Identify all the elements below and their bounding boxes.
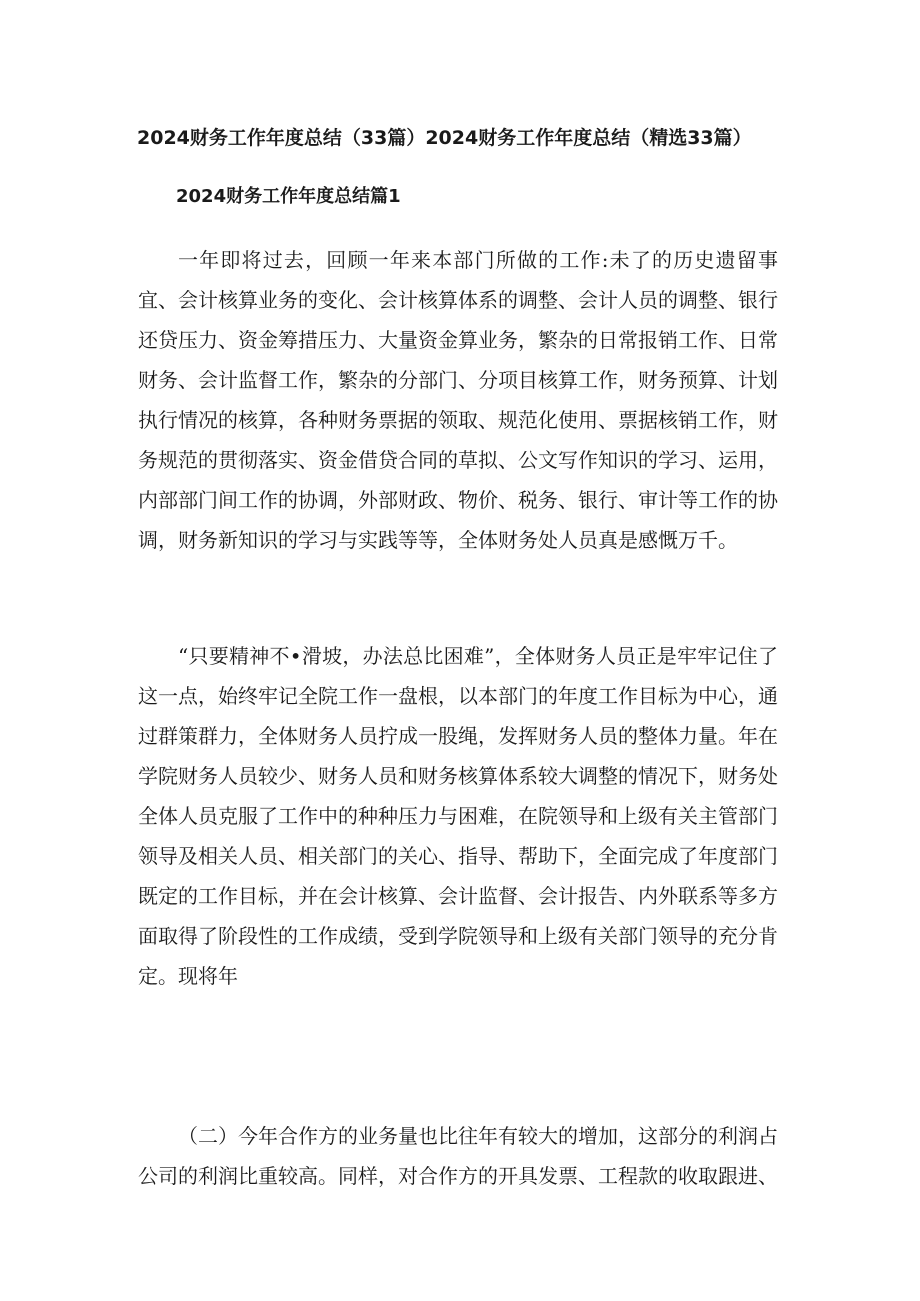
body-paragraph-3: （二）今年合作方的业务量也比往年有较大的增加，这部分的利润占公司的利润比重较高。同样，对合作方的开具发票、工程款的收取跟进、 — [138, 1124, 778, 1188]
section-heading: 2024财务工作年度总结篇1 — [176, 186, 401, 207]
body-paragraph-2: “只要精神不•滑坡，办法总比困难”，全体财务人员正是牢牢记住了这一点，始终牢记全院工作一盘根，以本部门的年度工作目标为中心，通过群策群力，全体财务人员拧成一股绳，发挥财务人员的整体力量。年在学院财务人员较少、财务人员和财务核算体系较大调整的情况下，财务处全体人员克服了工作中的种种压力与困难，在院领导和上级有关主管部门领导及相关人员、相关部门的关心、指导、帮助下，全面完成了年度部门既定的工作目标，并在会计核算、会计监督、会计报告、内外联系等多方面取得了阶段性的工作成绩，受到学院领导和上级有关部门领导的充分肯定。现将年 — [138, 644, 778, 988]
document-title: 2024财务工作年度总结（33篇）2024财务工作年度总结（精选33篇） — [137, 127, 752, 149]
body-paragraph-1: 一年即将过去，回顾一年来本部门所做的工作:未了的历史遗留事宜、会计核算业务的变化、会计核算体系的调整、会计人员的调整、银行还贷压力、资金筹措压力、大量资金算业务，繁杂的日常报销工作、日常财务、会计监督工作，繁杂的分部门、分项目核算工作，财务预算、计划执行情况的核算，各种财务票据的领取、规范化使用、票据核销工作，财务规范的贯彻落实、资金借贷合同的草拟、公文写作知识的学习、运用，内部部门间工作的协调，外部财政、物价、税务、银行、审计等工作的协调，财务新知识的学习与实践等等，全体财务处人员真是感慨万千。 — [138, 248, 778, 552]
